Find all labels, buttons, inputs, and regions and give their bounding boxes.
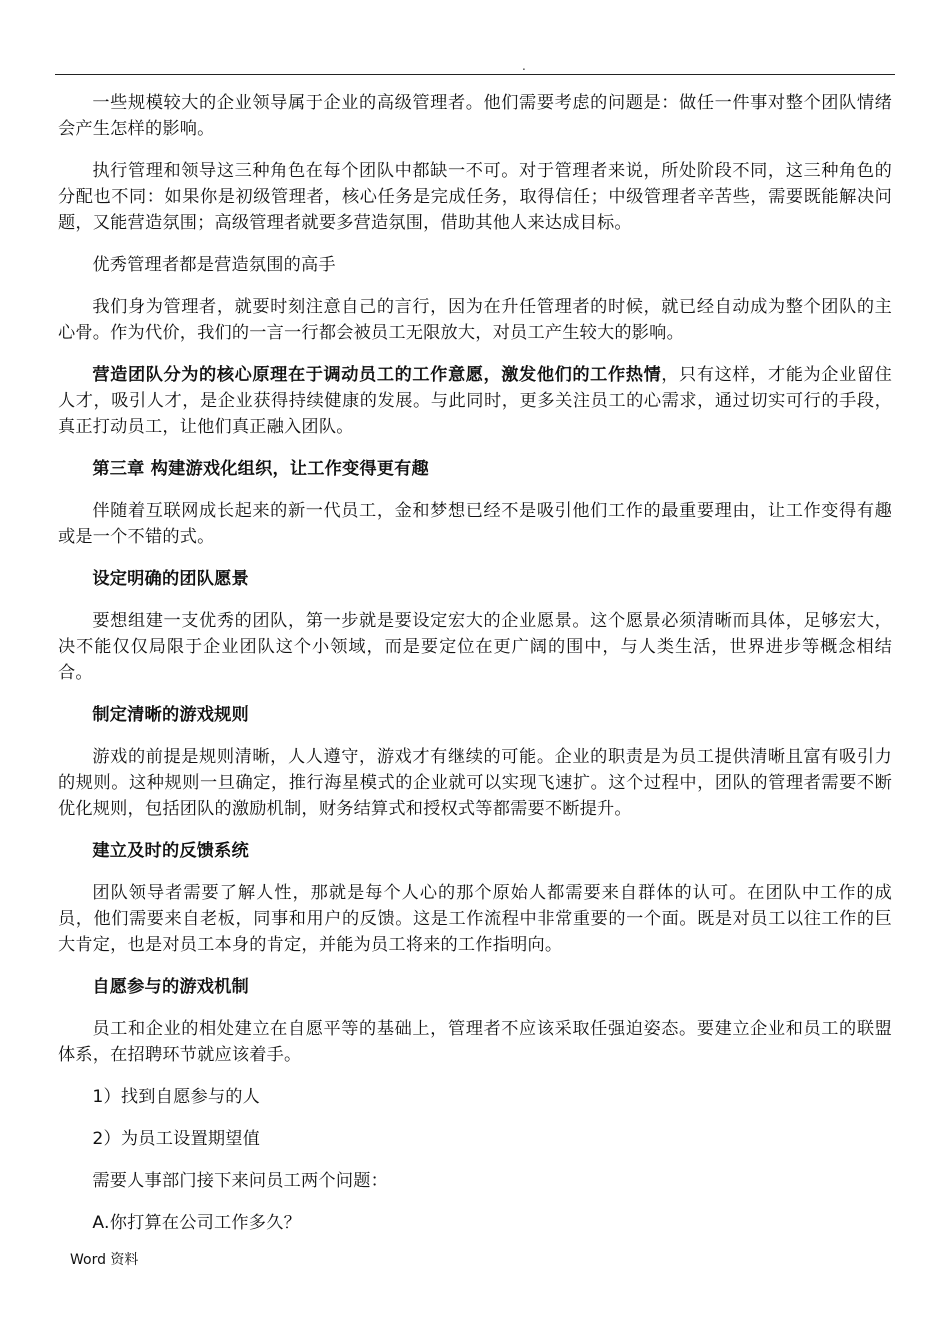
- emphasis-text: 营造团队分为的核心原理在于调动员工的工作意愿，激发他们的工作热情: [92, 365, 662, 385]
- section-heading: 制定清晰的游戏规则: [92, 705, 249, 725]
- list-item: 1）找到自愿参与的人: [92, 1087, 261, 1107]
- paragraph: 需要人事部门接下来问员工两个问题：: [92, 1171, 388, 1191]
- paragraph: 团队领导者需要了解人性，那就是每个人心的那个原始人都需要来自群体的认可。在团队中工作的成员，他们需要来自老板，同事和用户的反馈。这是工作流程中非常重要的一个面。既是对员工以往工作的巨大肯定，也是对员工本身的肯定，并能为员工将来的工作指明向。: [58, 883, 892, 955]
- paragraph: 游戏的前提是规则清晰，人人遵守，游戏才有继续的可能。企业的职责是为员工提供清晰且富有吸引力的规则。这种规则一旦确定，推行海星模式的企业就可以实现飞速扩。这个过程中，团队的管理者需要不断优化规则，包括团队的激励机制，财务结算式和授权式等都需要不断提升。: [58, 747, 892, 819]
- section-heading: 自愿参与的游戏机制: [92, 977, 249, 997]
- paragraph: 营造团队分为的核心原理在于调动员工的工作意愿，激发他们的工作热情，只有这样，才能为企业留住人才，吸引人才，是企业获得持续健康的发展。与此同时，更多关注员工的心需求，通过切实可行的手段，真正打动员工，让他们真正融入团队。: [58, 365, 892, 437]
- chapter-heading: 第三章 构建游戏化组织，让工作变得更有趣: [92, 459, 429, 479]
- paragraph: 执行管理和领导这三种角色在每个团队中都缺一不可。对于管理者来说，所处阶段不同，这三种角色的分配也不同：如果你是初级管理者，核心任务是完成任务，取得信任；中级管理者辛苦些，需要既能解决问题，又能营造氛围；高级管理者就要多营造氛围，借助其他人来达成目标。: [58, 161, 892, 233]
- paragraph: 优秀管理者都是营造氛围的高手: [92, 255, 336, 275]
- header-mark: .: [522, 59, 526, 73]
- paragraph: 伴随着互联网成长起来的新一代员工，金和梦想已经不是吸引他们工作的最重要理由，让工作变得有趣或是一个不错的式。: [58, 501, 892, 547]
- section-heading: 设定明确的团队愿景: [92, 569, 249, 589]
- header-rule: [55, 74, 895, 75]
- paragraph: 员工和企业的相处建立在自愿平等的基础上，管理者不应该采取任强迫姿态。要建立企业和员工的联盟体系，在招聘环节就应该着手。: [58, 1019, 892, 1065]
- document-body: [58, 90, 892, 1236]
- paragraph: 一些规模较大的企业领导属于企业的高级管理者。他们需要考虑的问题是：做任一件事对整个团队情绪会产生怎样的影响。: [58, 93, 892, 139]
- section-heading: 建立及时的反馈系统: [92, 841, 249, 861]
- footer-label: Word 资料: [70, 1252, 139, 1268]
- list-item: 2）为员工设置期望值: [92, 1129, 261, 1149]
- paragraph: 我们身为管理者，就要时刻注意自己的言行，因为在升任管理者的时候，就已经自动成为整个团队的主心骨。作为代价，我们的一言一行都会被员工无限放大，对员工产生较大的影响。: [58, 297, 892, 343]
- question-item: A.你打算在公司工作多久？: [92, 1213, 301, 1233]
- paragraph: 要想组建一支优秀的团队，第一步就是要设定宏大的企业愿景。这个愿景必须清晰而具体，足够宏大，决不能仅仅局限于企业团队这个小领域，而是要定位在更广阔的围中，与人类生活，世界进步等概念相结合。: [58, 611, 892, 683]
